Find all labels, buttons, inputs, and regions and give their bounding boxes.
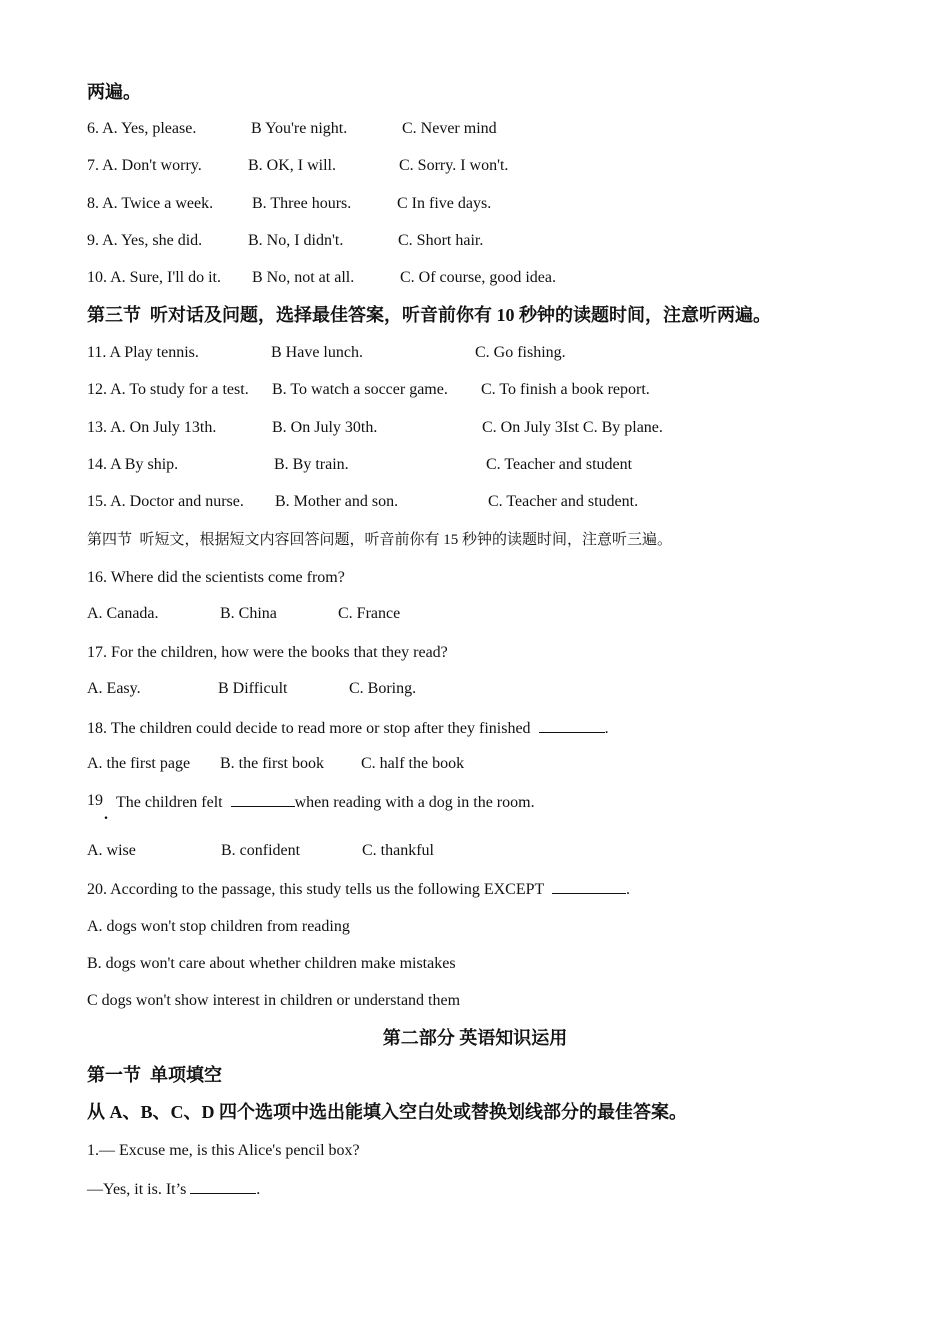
section-tail-text: 两遍。 — [87, 82, 141, 102]
q18-option-b: B. the first book — [220, 755, 324, 772]
q13-option-b: B. On July 30th. — [272, 419, 378, 436]
q11-option-a: 11. A Play tennis. — [87, 344, 199, 361]
q14-option-a: 14. A By ship. — [87, 456, 179, 473]
instructions-text: 从 A、B、C、D 四个选项中选出能填入空白处或替换划线部分的最佳答案。 — [87, 1102, 687, 1122]
q8-option-c: C In five days. — [397, 195, 492, 212]
q16-option-b: B. China — [220, 605, 277, 622]
q15-option-c: C. Teacher and student. — [488, 493, 639, 510]
question-16-stem: 16. Where did the scientists come from? — [87, 569, 345, 586]
q16-option-c: C. France — [338, 605, 401, 622]
section-4-heading: 第四节 听短文，根据短文内容回答问题，听音前你有 15 秒钟的读题时间，注意听三遍。 — [87, 532, 673, 548]
q6-option-c: C. Never mind — [402, 120, 497, 137]
q19-blank — [231, 792, 295, 807]
q9-option-b: B. No, I didn't. — [248, 232, 344, 249]
q12-option-c: C. To finish a book report. — [481, 381, 650, 398]
q8-option-a: 8. A. Twice a week. — [87, 195, 214, 212]
q7-option-b: B. OK, I will. — [248, 157, 336, 174]
q11-option-b: B Have lunch. — [271, 344, 363, 361]
q14-option-c: C. Teacher and student — [486, 456, 633, 473]
item-1-prompt: 1.— Excuse me, is this Alice's pencil box? — [87, 1142, 360, 1159]
item-1-response — [87, 1179, 260, 1200]
q20-option-c: C dogs won't show interest in children or understand them — [87, 992, 461, 1009]
q20-period: . — [626, 881, 630, 898]
q9-option-c: C. Short hair. — [398, 232, 484, 249]
q16-option-a: A. Canada. — [87, 605, 159, 622]
q7-option-a: 7. A. Don't worry. — [87, 157, 202, 174]
q11-option-c: C. Go fishing. — [475, 344, 566, 361]
q19-option-a: A. wise — [87, 842, 136, 859]
section-3-heading: 第三节 听对话及问题，选择最佳答案，听音前你有 10 秒钟的读题时间，注意听两遍。 — [87, 305, 771, 325]
q17-option-c: C. Boring. — [349, 680, 417, 697]
q18-option-a: A. the first page — [87, 755, 191, 772]
q18-blank — [539, 718, 605, 733]
q20-option-a: A. dogs won't stop children from reading — [87, 918, 350, 935]
q18-option-c: C. half the book — [361, 755, 465, 772]
q8-option-b: B. Three hours. — [252, 195, 352, 212]
item-1-period: . — [256, 1181, 261, 1198]
q13-option-a: 13. A. On July 13th. — [87, 419, 217, 436]
item-1-blank — [190, 1179, 256, 1194]
question-20-stem — [87, 879, 630, 900]
section-1-heading: 第一节 单项填空 — [87, 1065, 222, 1085]
q20-option-b: B. dogs won't care about whether children make mistakes — [87, 955, 456, 972]
q14-option-b: B. By train. — [274, 456, 349, 473]
q10-option-c: C. Of course, good idea. — [400, 269, 556, 286]
q9-option-a: 9. A. Yes, she did. — [87, 232, 203, 249]
q15-option-b: B. Mother and son. — [275, 493, 399, 510]
q17-option-a: A. Easy. — [87, 680, 141, 697]
q18-text: 18. The children could decide to read more or stop after they finished — [87, 720, 531, 737]
q19-dot: . — [104, 806, 108, 823]
question-17-stem: 17. For the children, how were the books that they read? — [87, 644, 448, 661]
q10-option-a: 10. A. Sure, I'll do it. — [87, 269, 221, 286]
q13-option-c: C. On July 3Ist C. By plane. — [482, 419, 663, 436]
q10-option-b: B No, not at all. — [252, 269, 355, 286]
q7-option-c: C. Sorry. I won't. — [399, 157, 509, 174]
q19-number: 19 — [87, 792, 103, 809]
q19-option-c: C. thankful — [362, 842, 434, 859]
q20-text: 20. According to the passage, this study tells us the following EXCEPT — [87, 881, 544, 898]
q19-text: The children felt when reading with a dog in the room. — [116, 794, 535, 811]
q12-option-a: 12. A. To study for a test. — [87, 381, 249, 398]
q12-option-b: B. To watch a soccer game. — [272, 381, 448, 398]
q6-option-b: B You're night. — [251, 120, 348, 137]
question-18-stem — [87, 718, 609, 739]
q18-period: . — [604, 720, 609, 737]
q20-blank — [552, 879, 626, 894]
part-2-heading: 第二部分 英语知识运用 — [382, 1028, 568, 1048]
q19-option-b: B. confident — [221, 842, 301, 859]
q15-option-a: 15. A. Doctor and nurse. — [87, 493, 244, 510]
q6-option-a: 6. A. Yes, please. — [87, 120, 197, 137]
q17-option-b: B Difficult — [218, 680, 288, 697]
item-1-response-text: —Yes, it is. It’s — [87, 1181, 187, 1198]
